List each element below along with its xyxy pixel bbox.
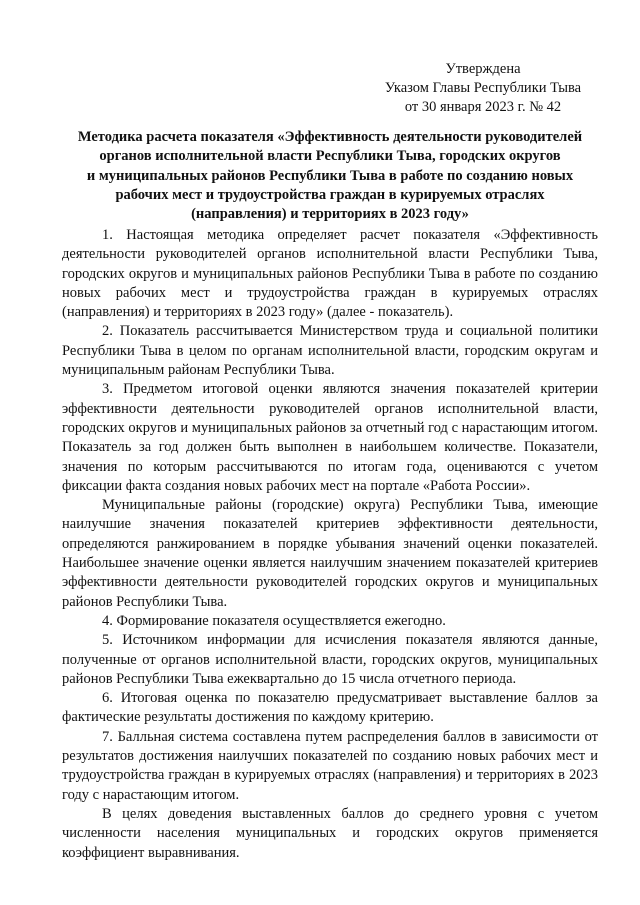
paragraph-4: 4. Формирование показателя осуществляется ежегодно.: [102, 612, 446, 629]
paragraph-3: 3. Предметом итоговой оценки являются значения показателей критерии эффективности деятельности руководителей органов исполнительной власти, городских округов и муниципальных районов за отчетный год с нарастающим итогом. Показатель за год должен быть выполнен в наибольшем количестве. Показатели, значения по которым рассчитываются по итогам года, оцениваются с учетом фиксации факта создания новых рабочих мест на портале «Работа России».: [62, 381, 598, 494]
title-line: органов исполнительной власти Республики Тыва, городских округов: [99, 148, 561, 165]
approval-line-decree: Указом Главы Республики Тыва: [384, 80, 582, 96]
title-line: (направления) и территориях в 2023 году»: [191, 206, 469, 223]
paragraph-5: 5. Источником информации для исчисления показателя являются данные, полученные от органов исполнительной власти, городских округов, муниципальных районов Республики Тыва ежеквартально до 15 числа отчетного периода.: [62, 632, 598, 687]
document-title: [60, 128, 600, 224]
paragraph-6: 6. Итоговая оценка по показателю предусматривает выставление баллов за фактические результаты достижения по каждому критерию.: [62, 690, 598, 726]
title-line: Методика расчета показателя «Эффективность деятельности руководителей: [77, 129, 583, 145]
paragraph-municipal: Муниципальные районы (городские) округа) Республики Тыва, имеющие наилучшие значения показателей критериев эффективности деятельности, определяются ранжированием в порядке убывания значений оценки показателей. Наибольшее значение оценки является наилучшим значением показателей критериев эффективности деятельности руководителей городских округов и муниципальных районов Республики Тыва.: [62, 497, 598, 610]
approval-line-date: от 30 января 2023 г. № 42: [404, 99, 562, 115]
paragraph-coefficient: В целях доведения выставленных баллов до среднего уровня с учетом численности населения муниципальных и городских округов применяется коэффициент выравнивания.: [62, 805, 598, 861]
document-body: [62, 226, 598, 863]
title-line: и муниципальных районов Республики Тыва в работе по созданию новых: [86, 167, 574, 184]
title-line: рабочих мест и трудоустройства граждан в курируемых отраслях: [115, 186, 545, 203]
paragraph-2: 2. Показатель рассчитывается Министерством труда и социальной политики Республики Тыва в целом по органам исполнительной власти, городским округам и муниципальным районам Республики Тыва.: [62, 323, 598, 379]
approval-block: [368, 60, 598, 117]
paragraph-1: 1. Настоящая методика определяет расчет показателя «Эффективность деятельности руководителей органов исполнительной власти Республики Тыва, городских округов и муниципальных районов Республики Тыва в работе по созданию новых рабочих мест и трудоустройства граждан в курируемых отраслях (направления) и территориях в 2023 году» (далее - показатель).: [62, 227, 598, 321]
approval-line-approved: Утверждена: [445, 61, 521, 77]
paragraph-7: 7. Балльная система составлена путем распределения баллов в зависимости от результатов достижения наилучших показателей по созданию новых рабочих мест и трудоустройства граждан в курируемых отраслях (направления) и территориях в 2023 году с нарастающим итогом.: [62, 728, 598, 803]
